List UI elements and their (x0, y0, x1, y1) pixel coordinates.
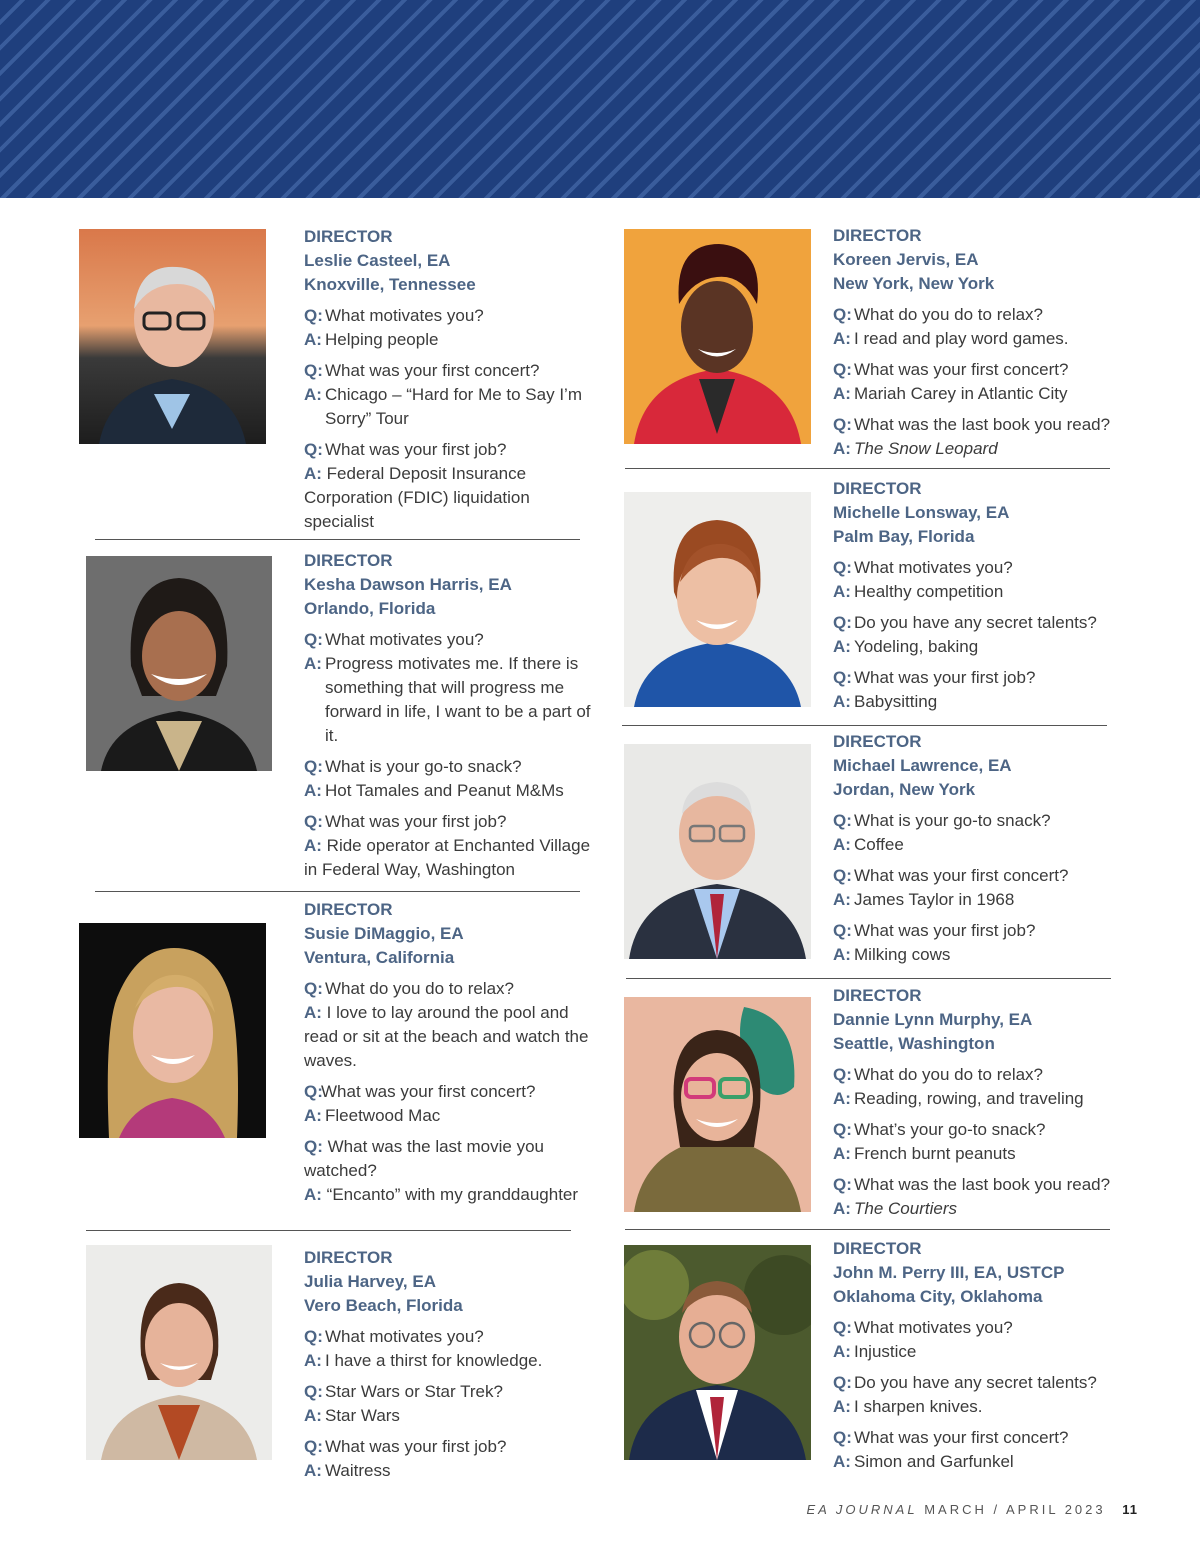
divider (626, 978, 1111, 979)
question-text: What motivates you? (325, 630, 484, 649)
answer-text: Simon and Garfunkel (854, 1452, 1014, 1471)
profile-text: DIRECTOR Kesha Dawson Harris, EA Orlando, Florida Q: What motivates you? A: Progress motivates me. If there is something that will progress me forward in life, I want to be a part of it. Q: What is your go-to snack? A: Hot Tamales and Peanut M&Ms Q: What was your first job? A: Ride operator at Enchanted Village in Federal Way, Washington (304, 549, 594, 882)
answer-text: Federal Deposit Insurance Corporation (FDIC) liquidation specialist (304, 464, 530, 531)
headshot-woman-gray-icon (86, 556, 272, 771)
profile-role: DIRECTOR (833, 226, 922, 245)
question-text: What is your go-to snack? (325, 757, 522, 776)
answer-text: Chicago – “Hard for Me to Say I’m Sorry” Tour (325, 385, 582, 428)
profile-location: Jordan, New York (833, 780, 976, 799)
answer-text: Hot Tamales and Peanut M&Ms (325, 781, 564, 800)
profile-text: DIRECTOR Julia Harvey, EA Vero Beach, Florida Q: What motivates you? A: I have a thirst for knowledge. Q: Star Wars or Star Trek? A: Star Wars Q: What was your first job? A: Waitress (304, 1246, 594, 1483)
question-text: What was the last book you read? (854, 415, 1111, 434)
profile-text: DIRECTOR Michael Lawrence, EA Jordan, New York Q: What is your go-to snack? A: Coffee Q: What was your first concert? A: James Taylor in 1968 Q: What was your first job? A: Milking cows (833, 730, 1123, 967)
question-text: What was your first job? (325, 1437, 507, 1456)
answer-text: I love to lay around the pool and read or sit at the beach and watch the waves. (304, 1003, 589, 1070)
divider (95, 891, 580, 892)
question-text: What motivates you? (854, 1318, 1013, 1337)
question-text: What was your first job? (325, 440, 507, 459)
answer-text: Coffee (854, 835, 904, 854)
question-text: What do you do to relax? (854, 305, 1044, 324)
divider (622, 725, 1107, 726)
profile-role: DIRECTOR (833, 986, 922, 1005)
profile-text: DIRECTOR John M. Perry III, EA, USTCP Oklahoma City, Oklahoma Q: What motivates you? A: Injustice Q: Do you have any secret talents? A: I sharpen knives. Q: What was your first concert? A: Simon and Garfunkel (833, 1237, 1123, 1474)
question-text: What motivates you? (325, 1327, 484, 1346)
headshot-woman-blonde-icon (79, 923, 266, 1138)
profile-name: Susie DiMaggio, EA (304, 924, 464, 943)
answer-text: The Snow Leopard (854, 439, 998, 458)
answer-text: Progress motivates me. If there is something that will progress me forward in life, I want to be a part of it. (325, 654, 591, 745)
profile-name: Dannie Lynn Murphy, EA (833, 1010, 1033, 1029)
profile-name: Kesha Dawson Harris, EA (304, 575, 512, 594)
answer-text: Ride operator at Enchanted Village in Federal Way, Washington (304, 836, 591, 879)
striped-header-banner (0, 0, 1200, 198)
answer-text: Helping people (325, 330, 439, 349)
profile-text: DIRECTOR Koreen Jervis, EA New York, New York Q: What do you do to relax? A: I read and play word games. Q: What was your first concert? A: Mariah Carey in Atlantic City Q: What was the last book you read? A: The Snow Leopard (833, 224, 1123, 461)
question-text: What was your first concert? (854, 866, 1069, 885)
page-footer (806, 1502, 1138, 1517)
answer-text: I read and play word games. (854, 329, 1069, 348)
profile-location: New York, New York (833, 274, 995, 293)
headshot-woman-sunset-icon (79, 229, 266, 444)
profile-location: Orlando, Florida (304, 599, 436, 618)
profile-role: DIRECTOR (304, 551, 393, 570)
divider (625, 468, 1110, 469)
profile-location: Seattle, Washington (833, 1034, 995, 1053)
question-text: What motivates you? (325, 306, 484, 325)
profile-name: Koreen Jervis, EA (833, 250, 979, 269)
profile-name: Julia Harvey, EA (304, 1272, 436, 1291)
question-text: What was your first concert? (854, 360, 1069, 379)
question-text: What was your first job? (854, 668, 1036, 687)
headshot-woman-mural-icon (624, 997, 811, 1212)
answer-text: Waitress (325, 1461, 391, 1480)
headshot-woman-white-icon (86, 1245, 272, 1460)
profile-name: Michelle Lonsway, EA (833, 503, 1010, 522)
profile-location: Oklahoma City, Oklahoma (833, 1287, 1043, 1306)
publication-name: EA JOURNAL (806, 1502, 918, 1517)
profile-role: DIRECTOR (304, 900, 393, 919)
headshot-woman-redhair-icon (624, 492, 811, 707)
question-text: What was the last book you read? (854, 1175, 1111, 1194)
profile-text: DIRECTOR Susie DiMaggio, EA Ventura, California Q: What do you do to relax? A: I love to lay around the pool and read or sit at the beach and watch the waves. Q: What was your first concert? A: Fleetwood Mac Q: What was the last movie you watched? A: “Encanto” with my granddaughter (304, 900, 589, 1204)
answer-text: Yodeling, baking (854, 637, 979, 656)
divider (625, 1229, 1110, 1230)
profile-role: DIRECTOR (833, 1239, 922, 1258)
profile-text: DIRECTOR Dannie Lynn Murphy, EA Seattle, Washington Q: What do you do to relax? A: Reading, rowing, and traveling Q: What’s your go-to snack? A: French burnt peanuts Q: What was the last book you read? A: The Courtiers (833, 984, 1123, 1221)
question-text: What motivates you? (854, 558, 1013, 577)
answer-text: Healthy competition (854, 582, 1004, 601)
question-text: What is your go-to snack? (854, 811, 1051, 830)
question-text: What was your first job? (325, 812, 507, 831)
profile-location: Vero Beach, Florida (304, 1296, 463, 1315)
question-text: What was your first concert? (321, 1082, 536, 1101)
profile-name: John M. Perry III, EA, USTCP (833, 1263, 1065, 1282)
answer-text: Babysitting (854, 692, 938, 711)
question-text: What was the last movie you watched? (304, 1137, 544, 1180)
profile-role: DIRECTOR (304, 227, 393, 246)
answer-text: Injustice (854, 1342, 917, 1361)
answer-text: Fleetwood Mac (325, 1106, 441, 1125)
profile-text: DIRECTOR Michelle Lonsway, EA Palm Bay, Florida Q: What motivates you? A: Healthy competition Q: Do you have any secret talents? A: Yodeling, baking Q: What was your first job? A: Babysitting (833, 477, 1123, 714)
page-number: 11 (1122, 1502, 1138, 1517)
answer-text: I have a thirst for knowledge. (325, 1351, 543, 1370)
profile-location: Knoxville, Tennessee (304, 275, 476, 294)
answer-text: Mariah Carey in Atlantic City (854, 384, 1068, 403)
answer-text: French burnt peanuts (854, 1144, 1016, 1163)
question-text: Do you have any secret talents? (854, 613, 1097, 632)
answer-text: I sharpen knives. (854, 1397, 983, 1416)
headshot-man-trees-icon (624, 1245, 811, 1460)
answer-text: The Courtiers (854, 1199, 957, 1218)
issue-date: MARCH / APRIL 2023 (924, 1502, 1106, 1517)
divider (86, 1230, 571, 1231)
profile-role: DIRECTOR (833, 732, 922, 751)
question-text: What was your first job? (854, 921, 1036, 940)
divider (95, 539, 580, 540)
answer-text: James Taylor in 1968 (854, 890, 1015, 909)
headshot-man-suit-icon (624, 744, 811, 959)
profile-name: Leslie Casteel, EA (304, 251, 451, 270)
answer-text: Star Wars (325, 1406, 400, 1425)
headshot-woman-orange-icon (624, 229, 811, 444)
profile-role: DIRECTOR (833, 479, 922, 498)
profile-role: DIRECTOR (304, 1248, 393, 1267)
answer-text: Reading, rowing, and traveling (854, 1089, 1084, 1108)
profile-location: Ventura, California (304, 948, 455, 967)
question-text: Do you have any secret talents? (854, 1373, 1097, 1392)
question-text: What’s your go-to snack? (854, 1120, 1046, 1139)
answer-text: “Encanto” with my granddaughter (326, 1185, 579, 1204)
question-text: Star Wars or Star Trek? (325, 1382, 503, 1401)
question-text: What do you do to relax? (325, 979, 515, 998)
question-text: What was your first concert? (854, 1428, 1069, 1447)
profile-text: DIRECTOR Leslie Casteel, EA Knoxville, Tennessee Q: What motivates you? A: Helping people Q: What was your first concert? A: Chicago – “Hard for Me to Say I’m Sorry” Tour Q: What was your first job? A: Federal Deposit Insurance Corporation (FDIC) liquidation specialist (304, 225, 594, 534)
question-text: What was your first concert? (325, 361, 540, 380)
question-text: What do you do to relax? (854, 1065, 1044, 1084)
profile-location: Palm Bay, Florida (833, 527, 975, 546)
profile-name: Michael Lawrence, EA (833, 756, 1012, 775)
answer-text: Milking cows (854, 945, 951, 964)
